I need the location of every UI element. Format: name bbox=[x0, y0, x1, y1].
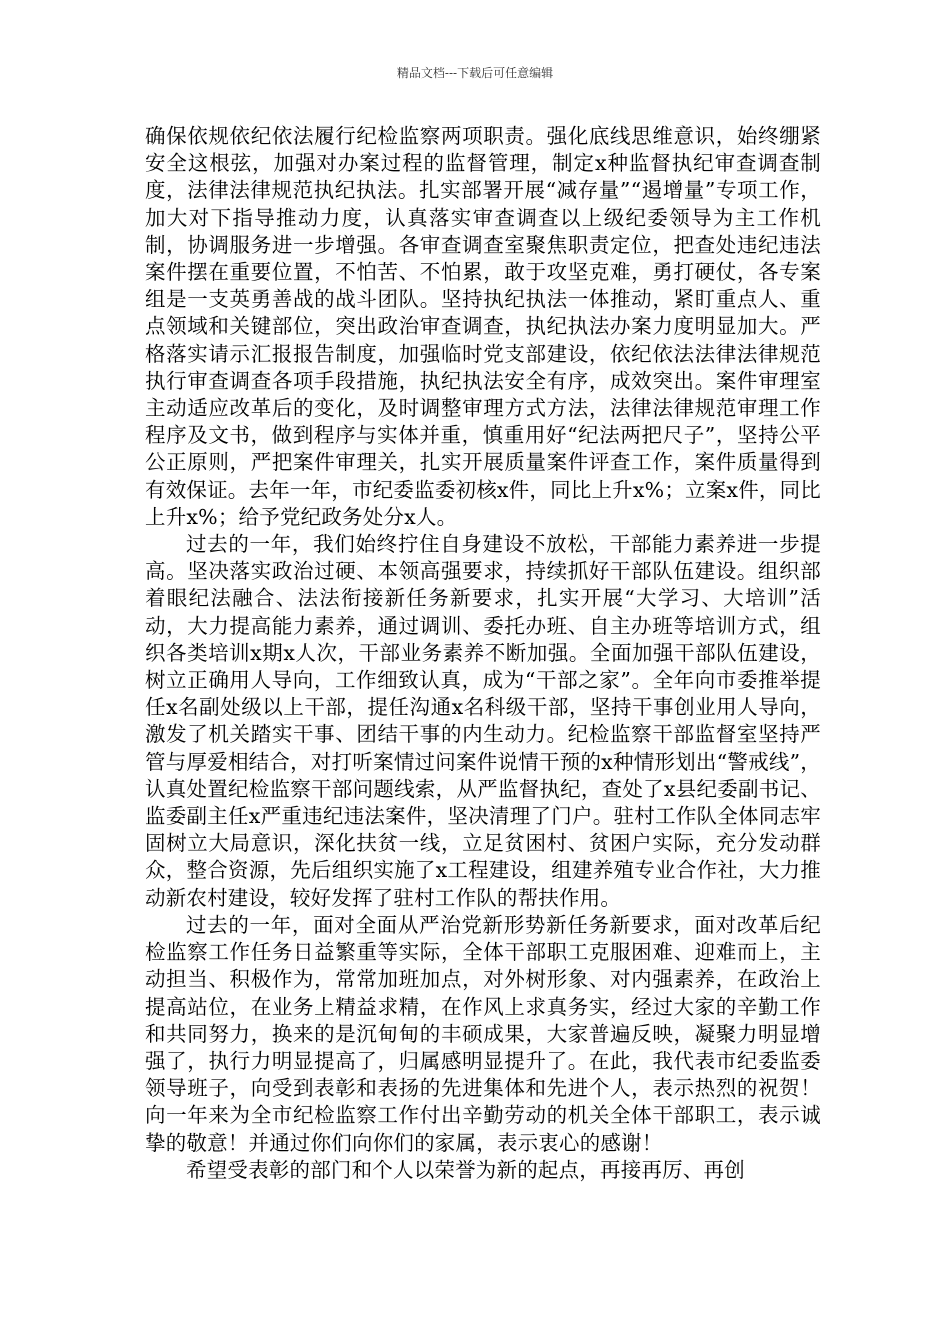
paragraph-4: 希望受表彰的部门和个人以荣誉为新的起点，再接再厉、再创 bbox=[186, 1157, 745, 1182]
paragraph-1: 确保依规依纪依法履行纪检监察两项职责。强化底线思维意识，始终绷紧安全这根弦，加强对办案过程的监督管理，制定x种监督执纪审查调查制度，法律法律规范执纪执法。扎实部署开展“减存量”“遏增量”专项工作，加大对下指导推动力度，认真落实审查调查以上级纪委领导为主工作机制，协调服务进一步增强。各审查调查室聚焦职责定位，把查处违纪违法案件摆在重要位置，不怕苦、不怕累，敢于攻坚克难，勇打硬仗，各专案组是一支英勇善战的战斗团队。坚持执纪执法一体推动，紧盯重点人、重点领域和关键部位，突出政治审查调查，执纪执法办案力度明显加大。严格落实请示汇报报告制度，加强临时党支部建设，依纪依法法律法律规范执行审查调查各项手段措施，执纪执法安全有序，成效突出。案件审理室主动适应改革后的变化，及时调整审理方式方法，法律法律规范审理工作程序及文书，做到程序与实体并重，慎重用好“纪法两把尺子”，坚持公平公正原则，严把案件审理关，扎实开展质量案件评查工作，案件质量得到有效保证。去年一年，市纪委监委初核x件，同比上升x%；立案x件，同比上升x%；给予党纪政务处分x人。 bbox=[145, 124, 821, 529]
paragraph-3: 过去的一年，面对全面从严治党新形势新任务新要求，面对改革后纪检监察工作任务日益繁重等实际，全体干部职工克服困难、迎难而上，主动担当、积极作为，常常加班加点，对外树形象、对内强素养，在政治上提高站位，在业务上精益求精，在作风上求真务实，经过大家的辛勤工作和共同努力，换来的是沉甸甸的丰硕成果，大家普遍反映，凝聚力明显增强了，执行力明显提高了，归属感明显提升了。在此，我代表市纪委监委领导班子，向受到表彰和表扬的先进集体和先进个人，表示热烈的祝贺！向一年来为全市纪检监察工作付出辛勤劳动的机关全体干部职工，表示诚挚的敬意！并通过你们向你们的家属，表示衷心的感谢！ bbox=[145, 912, 821, 1155]
document-body bbox=[145, 123, 821, 1184]
page-header-note: 精品文档---下载后可任意编辑 bbox=[396, 66, 554, 80]
paragraph-2: 过去的一年，我们始终拧住自身建设不放松，干部能力素养进一步提高。坚决落实政治过硬、本领高强要求，持续抓好干部队伍建设。组织部着眼纪法融合、法法衔接新任务新要求，扎实开展“大学习、大培训”活动，大力提高能力素养，通过调训、委托办班、自主办班等培训方式，组织各类培训x期x人次，干部业务素养不断加强。全面加强干部队伍建设，树立正确用人导向，工作细致认真，成为“干部之家”。全年向市委推举提任x名副处级以上干部，提任沟通x名科级干部，坚持干事创业用人导向，激发了机关踏实干事、团结干事的内生动力。纪检监察干部监督室坚持严管与厚爱相结合，对打听案情过问案件说情干预的x种情形划出“警戒线”，认真处置纪检监察干部问题线索，从严监督执纪，查处了x县纪委副书记、监委副主任x严重违纪违法案件，坚决清理了门户。驻村工作队全体同志牢固树立大局意识，深化扶贫一线，立足贫困村、贫困户实际，充分发动群众，整合资源，先后组织实施了x工程建设，组建养殖专业合作社，大力推动新农村建设，较好发挥了驻村工作队的帮扶作用。 bbox=[145, 532, 821, 910]
